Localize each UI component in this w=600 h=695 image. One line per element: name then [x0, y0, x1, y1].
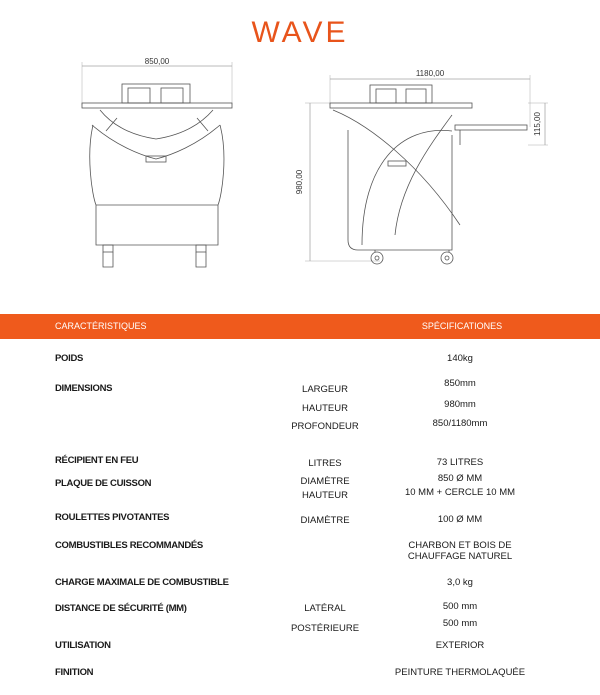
utilisation-label: UTILISATION	[55, 640, 111, 651]
header-specifications: SPÉCIFICATIONES	[421, 321, 503, 331]
dimensions-label: DIMENSIONS	[55, 383, 113, 394]
combustibles-value-line2: CHAUFFAGE NATUREL	[407, 551, 513, 562]
product-title: WAVE	[251, 16, 349, 49]
table-header-band	[0, 314, 600, 339]
plaque-label: PLAQUE DE CUISSON	[55, 478, 152, 489]
side-view	[305, 75, 548, 264]
hauteur-value: 980mm	[444, 399, 476, 410]
lateral-value: 500 mm	[442, 601, 478, 612]
plaque-diametre-label: DIAMÈTRE	[300, 476, 350, 487]
utilisation-value: EXTERIOR	[435, 640, 485, 651]
combustibles-label: COMBUSTIBLES RECOMMANDÉS	[55, 540, 203, 551]
profondeur-value: 850/1180mm	[432, 418, 488, 429]
litres-label: LITRES	[308, 458, 342, 469]
recipient-label: RÉCIPIENT EN FEU	[55, 455, 139, 466]
technical-drawing	[0, 55, 600, 305]
largeur-label: LARGEUR	[302, 384, 348, 395]
charge-value: 3,0 kg	[447, 577, 473, 588]
posterieure-label: POSTÉRIEURE	[290, 623, 360, 634]
distance-label: DISTANCE DE SÉCURITÉ (MM)	[55, 603, 187, 614]
side-height-label: 980,00	[295, 169, 304, 195]
charge-label: CHARGE MAXIMALE DE COMBUSTIBLE	[55, 577, 229, 588]
litres-value: 73 LITRES	[436, 457, 484, 468]
front-view	[82, 62, 232, 267]
combustibles-value-line1: CHARBON ET BOIS DE	[408, 540, 512, 551]
header-caracteristiques: CARACTÉRISTIQUES	[55, 321, 147, 331]
roulettes-label: ROULETTES PIVOTANTES	[55, 512, 170, 523]
front-diameter-label: 850,00	[144, 57, 170, 66]
finition-value: PEINTURE THERMOLAQUÉE	[394, 667, 526, 678]
lateral-label: LATÉRAL	[304, 603, 346, 614]
poids-value: 140kg	[447, 353, 473, 364]
poids-label: POIDS	[55, 353, 84, 364]
roulettes-diametre-label: DIAMÈTRE	[300, 515, 350, 526]
largeur-value: 850mm	[444, 378, 476, 389]
profondeur-label: PROFONDEUR	[291, 421, 359, 432]
finition-label: FINITION	[55, 667, 94, 678]
plaque-diametre-value: 850 Ø MM	[437, 473, 483, 484]
roulettes-diametre-value: 100 Ø MM	[437, 514, 483, 525]
side-width-label: 1180,00	[415, 69, 445, 78]
plaque-hauteur-value: 10 MM + CERCLE 10 MM	[404, 487, 516, 498]
side-small-label: 115,00	[533, 112, 542, 136]
posterieure-value: 500 mm	[442, 618, 478, 629]
hauteur-label: HAUTEUR	[302, 403, 348, 414]
plaque-hauteur-label: HAUTEUR	[302, 490, 348, 501]
